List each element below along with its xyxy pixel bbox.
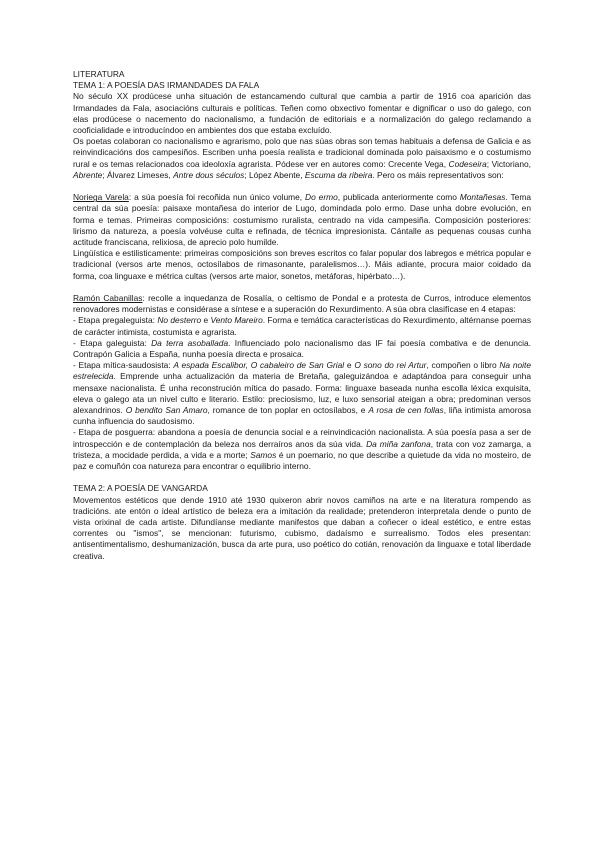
text-run: - Etapa de posguerra: abandona a poesía de denuncia social e a reinvindicación nacionalista. A súa poesía pasa a ser de introspección e de contemplación da beleza nos derraíros anos da súa vida. xyxy=(73,427,531,449)
text-run: - Etapa mítica-saudosista: xyxy=(73,360,174,371)
text-run: - Etapa galeguista: xyxy=(73,337,152,348)
text-run: . Pero os máis representativos son: xyxy=(372,169,504,180)
tema2-heading: TEMA 2: A POESÍA DE VANGARDA xyxy=(73,483,208,494)
document-page xyxy=(73,69,531,562)
work-title: Da miña zanfona xyxy=(366,438,431,449)
cabanillas-stage-4 xyxy=(73,427,531,472)
spacer xyxy=(73,282,531,293)
noriega-paragraph xyxy=(73,192,531,248)
text-run: : a súa poesía foi recoñida nun único volume, xyxy=(128,192,306,203)
text-run: ; López Abente, xyxy=(244,169,305,180)
text-run: . Emprende unha actualización da materia de Bretaña, galeguizándoa e adaptándoa para conseguir unha mensaxe nacionalista. É unha reconstrución mítica do pasado. Forma: linguaxe baseada nunha escolla léxica exquisita, eleva o galego ata un nivel culto e literario. Estilo: preciosismo, luz, e luxo sensorial ateigan a obra; predominan versos alexandrinos. xyxy=(73,371,531,416)
text-run: e xyxy=(201,315,211,326)
tema1-paragraph-poets xyxy=(73,136,531,181)
spacer xyxy=(73,472,531,483)
text-run: ; Victoriano, xyxy=(486,158,531,169)
tema2-paragraph: Movementos estéticos que dende 1910 até 1930 quixeron abrir novos camiños na arte e na literatura rompendo as tradicións. ate entón o ideal artístico de beleza era a imitación da realidade; pretenderon interpretala dende o punto de vista orixinal de cada artiste. Difundíanse mediante manifestos que daban a coñecer o ideal estético, e entre estas correntes ou "ismos", se mencionan: futurismo, cubismo, dadaísmo e surrealismo. Todos eles presentan: antisentimentalismo, deshumanización, busca da arte pura, uso poético do cotián, renovación da linguaxe e total liberdade creativa. xyxy=(73,494,531,561)
cabanillas-stage-3 xyxy=(73,360,531,427)
tema1-heading: TEMA 1: A POESÍA DAS IRMANDADES DA FALA xyxy=(73,80,260,91)
text-run: Os poetas colaboran co nacionalismo e agrarismo, polo que nas súas obras son temas habituais a defensa de Galicia e as reinvindicacións dos campesiños. Escriben unha poesía realista e tradicional dominada polo paisaxismo e o costumismo rural e os temas relacionados coa ideoloxía agrarista. Pódese ver en autores como: Crecente Vega, xyxy=(73,136,531,169)
cabanillas-paragraph xyxy=(73,293,531,315)
work-title: Vento Mareiro xyxy=(210,315,263,326)
work-title: A rosa de cen follas xyxy=(368,405,444,416)
text-run: . Forma e temática características do Rexurdimento, altérnanse poemas de carácter intimista, costumista e agrarista. xyxy=(73,315,532,337)
work-title: Da terra asoballada xyxy=(151,337,229,348)
work-title: Na noite estrelecida xyxy=(73,360,531,382)
spacer xyxy=(73,181,531,192)
tema1-paragraph-intro: No século XX prodúcese unha situación de estancamendo cultural que cambia a partir de 1916 coa aparición das Irmandades da Fala, asociacións culturais e políticas. Teñen como obxectivo fomentar e dignificar o uso do galego, con elas prodúcese o nacemento do nacionalismo, a fundación de editoriais e a normalización do galego reclamando a cooficialidade e introducíndoo en ambientes dos que estaba excluído. xyxy=(73,91,531,136)
cabanillas-stage-1 xyxy=(73,315,531,337)
text-run: : recolle a inquedanza de Rosalía, o celtismo de Pondal e a protesta de Curros, introduce elementos renovadores modernistas e considérase a síntese e a superación do Rexurdimento. A súa obra clasifícase en 4 etapas: xyxy=(73,293,531,315)
work-title: Antre dous séculos xyxy=(173,169,245,180)
work-title: Do ermo xyxy=(305,192,338,203)
text-run: , compoñen o libro xyxy=(426,360,500,371)
text-run: . Tema central da súa poesía: paisaxe montañesa do interior de Lugo, domindada polo ermo. Dase unha dobre evolución, en forma e temas. Primeiras composicións: costumismo ruralista, centrado na vida campesiña. Composición posteriores: lirismo da natureza, a poesía volvéuse culta e refinada, de técnica impresionista. Cántalle as pequenas cousas cunha actitude franciscana, relixiosa, de aprecio polo humilde. xyxy=(73,192,531,248)
text-run: , publicada anteriormente como xyxy=(337,192,460,203)
work-title: Samos xyxy=(250,449,277,460)
text-run: e xyxy=(344,360,355,371)
work-title: Montañesas xyxy=(459,192,506,203)
text-run: , trata con voz zamarga, a tristeza, a mocidade perdida, a vida e a morte; xyxy=(73,438,531,460)
document-title: LITERATURA xyxy=(73,69,125,79)
text-run: , romance de ton poplar en octosílabos, e xyxy=(207,405,369,416)
text-run: - Etapa pregaleguista: xyxy=(73,315,158,326)
work-title: O sono do rei Artur xyxy=(354,360,427,371)
text-run: é un poemario, no que describe a quietude da vida no mosteiro, de paz e comuñón coa natureza para encontrar o equilibrio interno. xyxy=(73,449,531,472)
text-run: . Influenciado polo nacionalismo das IF fai poesía combativa e de denuncia. Contrapón Galicia a España, nunha poesía directa e prosaica. xyxy=(73,337,531,360)
cabanillas-stage-2 xyxy=(73,338,531,360)
work-title: Abrente xyxy=(73,169,103,180)
author-name: Ramón Cabanillas xyxy=(73,293,143,304)
author-name: Noriega Varela xyxy=(73,192,129,203)
text-run: ; Álvarez Limeses, xyxy=(102,169,174,180)
work-title: No desterro xyxy=(157,315,202,326)
noriega-style-paragraph: Lingüística e estilisticamente: primeiras composicións son breves escritos co falar popular dos labregos e métrica popular e tradicional (versos arte menos, octosílabos de rimasonante, paralelismos…). Máis adiante, procura maior coidado da forma, coa linguaxe e métrica cultas (versos arte maior, sonetos, metáforas, hipérbato…). xyxy=(73,248,531,281)
work-title: A espada Escalibor, O cabaleiro de San Grial xyxy=(173,360,345,371)
work-title: Codeseira xyxy=(448,158,487,169)
text-run: , liña intimista amorosa cunha influencia do saudosismo. xyxy=(73,405,531,427)
work-title: O bendito San Amaro xyxy=(125,405,208,416)
work-title: Escuma da ribeira xyxy=(304,169,373,180)
